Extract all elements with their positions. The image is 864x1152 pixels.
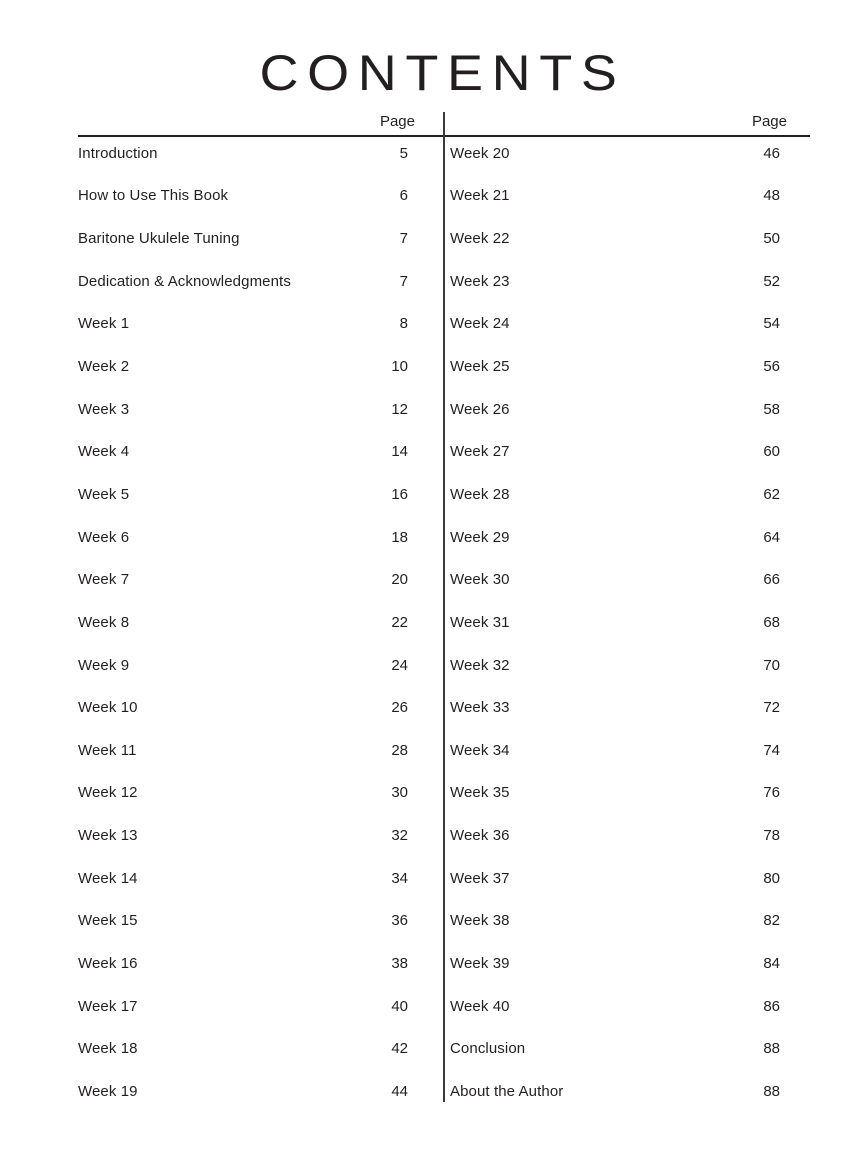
toc-row [450, 1070, 787, 1113]
toc-row [78, 857, 415, 900]
toc-entry-label: Baritone Ukulele Tuning [78, 230, 240, 248]
toc-entry-label: Week 16 [78, 954, 138, 972]
toc-entry-label: Week 27 [450, 443, 510, 461]
toc-row [450, 686, 787, 729]
toc-entry-page-number: 18 [391, 528, 408, 546]
toc-row [450, 942, 787, 985]
toc-entry-label: Week 36 [450, 827, 510, 845]
toc-entry-label: Week 11 [78, 741, 137, 759]
toc-row [450, 388, 787, 431]
toc-entry-page-number: 8 [399, 315, 408, 333]
toc-entry-page-number: 58 [763, 400, 780, 418]
toc-entry-page-number: 86 [763, 997, 780, 1015]
toc-entry-page-number: 16 [391, 485, 408, 503]
toc-column-right [450, 132, 787, 1113]
toc-entry-label: Week 23 [450, 272, 510, 290]
toc-entry-label: Week 8 [78, 613, 130, 631]
toc-entry-page-number: 30 [391, 784, 408, 802]
toc-entry-label: Week 35 [450, 784, 510, 802]
toc-row [450, 345, 787, 388]
toc-entry-label: Week 7 [78, 571, 130, 589]
toc-entry-page-number: 36 [391, 912, 408, 930]
toc-entry-label: Week 12 [78, 784, 138, 802]
toc-row [78, 217, 415, 260]
toc-row [78, 942, 415, 985]
toc-entry-label: About the Author [450, 1082, 564, 1100]
toc-entry-page-number: 74 [763, 741, 780, 759]
toc-entry-page-number: 48 [763, 187, 780, 205]
toc-entry-page-number: 64 [763, 528, 780, 546]
toc-row [78, 686, 415, 729]
toc-entry-label: Conclusion [450, 1040, 526, 1058]
toc-row [78, 430, 415, 473]
toc-entry-label: How to Use This Book [78, 187, 229, 205]
toc-entry-label: Week 1 [78, 315, 130, 333]
toc-row [450, 772, 787, 815]
toc-entry-page-number: 40 [391, 997, 408, 1015]
toc-row [78, 814, 415, 857]
toc-entry-page-number: 56 [763, 358, 780, 376]
toc-row [450, 217, 787, 260]
toc-entry-page-number: 22 [391, 613, 408, 631]
toc-row [78, 729, 415, 772]
toc-entry-label: Week 17 [78, 997, 138, 1015]
toc-entry-page-number: 14 [391, 443, 408, 461]
toc-column-left [78, 132, 415, 1113]
toc-row [78, 303, 415, 346]
toc-entry-label: Week 38 [450, 912, 510, 930]
toc-entry-page-number: 54 [763, 315, 780, 333]
toc-entry-label: Week 29 [450, 528, 510, 546]
toc-entry-label: Week 6 [78, 528, 130, 546]
toc-row [78, 345, 415, 388]
toc-entry-page-number: 50 [763, 230, 780, 248]
toc-entry-label: Week 3 [78, 400, 130, 418]
toc-row [78, 900, 415, 943]
toc-entry-label: Week 24 [450, 315, 510, 333]
toc-row [78, 1027, 415, 1070]
toc-entry-page-number: 38 [391, 954, 408, 972]
toc-entry-label: Week 34 [450, 741, 510, 759]
toc-entry-label: Introduction [78, 144, 158, 162]
toc-entry-page-number: 7 [399, 272, 408, 290]
toc-entry-page-number: 42 [391, 1040, 408, 1058]
toc-entry-label: Week 10 [78, 699, 138, 717]
toc-entry-page-number: 7 [399, 230, 408, 248]
toc-row [78, 1070, 415, 1113]
toc-row [450, 857, 787, 900]
page-column-header-left: Page [379, 113, 415, 130]
toc-row [78, 644, 415, 687]
toc-entry-label: Week 19 [78, 1082, 138, 1100]
toc-entry-label: Week 2 [78, 358, 130, 376]
toc-entry-label: Week 22 [450, 230, 510, 248]
toc-entry-label: Week 13 [78, 827, 138, 845]
toc-entry-page-number: 44 [391, 1082, 408, 1100]
toc-entry-page-number: 20 [391, 571, 408, 589]
page-title: CONTENTS [258, 45, 626, 101]
toc-entry-label: Week 30 [450, 571, 510, 589]
toc-row [450, 260, 787, 303]
toc-entry-page-number: 52 [763, 272, 780, 290]
toc-entry-page-number: 88 [763, 1082, 780, 1100]
toc-entry-page-number: 78 [763, 827, 780, 845]
toc-entry-label: Dedication & Acknowledgments [78, 272, 291, 290]
toc-entry-page-number: 88 [763, 1040, 780, 1058]
page-column-header-right: Page [751, 113, 787, 130]
toc-row [450, 1027, 787, 1070]
toc-row [78, 132, 415, 175]
toc-row [450, 814, 787, 857]
toc-entry-page-number: 26 [391, 699, 408, 717]
toc-row [78, 388, 415, 431]
toc-entry-page-number: 82 [763, 912, 780, 930]
toc-row [450, 985, 787, 1028]
toc-row [450, 644, 787, 687]
toc-entry-label: Week 21 [450, 187, 510, 205]
toc-entry-page-number: 80 [763, 869, 780, 887]
toc-entry-page-number: 66 [763, 571, 780, 589]
toc-entry-page-number: 60 [763, 443, 780, 461]
toc-entry-page-number: 24 [391, 656, 408, 674]
toc-entry-page-number: 68 [763, 613, 780, 631]
toc-entry-label: Week 31 [450, 613, 510, 631]
toc-row [78, 260, 415, 303]
toc-entry-label: Week 18 [78, 1040, 138, 1058]
toc-row [78, 985, 415, 1028]
toc-entry-label: Week 26 [450, 400, 510, 418]
toc-row [450, 558, 787, 601]
toc-row [78, 558, 415, 601]
toc-entry-label: Week 25 [450, 358, 510, 376]
toc-entry-page-number: 28 [391, 741, 408, 759]
toc-row [450, 473, 787, 516]
toc-entry-label: Week 40 [450, 997, 510, 1015]
toc-row [450, 729, 787, 772]
toc-row [450, 430, 787, 473]
toc-entry-label: Week 32 [450, 656, 510, 674]
toc-entry-page-number: 62 [763, 485, 780, 503]
toc-row [78, 175, 415, 218]
toc-entry-label: Week 14 [78, 869, 138, 887]
toc-row [450, 900, 787, 943]
toc-row [450, 132, 787, 175]
toc-entry-page-number: 12 [391, 400, 408, 418]
toc-entry-label: Week 15 [78, 912, 138, 930]
toc-entry-page-number: 6 [399, 187, 408, 205]
toc-row [450, 516, 787, 559]
toc-row [78, 473, 415, 516]
toc-entry-label: Week 33 [450, 699, 510, 717]
title-container [20, 45, 864, 101]
toc-entry-label: Week 37 [450, 869, 510, 887]
toc-entry-page-number: 84 [763, 954, 780, 972]
toc-entry-label: Week 28 [450, 485, 510, 503]
toc-row [450, 601, 787, 644]
toc-entry-label: Week 5 [78, 485, 130, 503]
toc-entry-page-number: 32 [391, 827, 408, 845]
toc-entry-page-number: 76 [763, 784, 780, 802]
toc-row [78, 772, 415, 815]
toc-row [450, 303, 787, 346]
toc-row [78, 516, 415, 559]
toc-entry-page-number: 10 [391, 358, 408, 376]
toc-entry-label: Week 20 [450, 144, 510, 162]
column-divider-rule [443, 112, 445, 1102]
toc-entry-page-number: 72 [763, 699, 780, 717]
toc-entry-page-number: 34 [391, 869, 408, 887]
toc-entry-page-number: 70 [763, 656, 780, 674]
toc-entry-label: Week 4 [78, 443, 130, 461]
toc-row [450, 175, 787, 218]
toc-row [78, 601, 415, 644]
toc-entry-page-number: 5 [399, 144, 408, 162]
toc-entry-label: Week 9 [78, 656, 130, 674]
toc-entry-page-number: 46 [763, 144, 780, 162]
toc-entry-label: Week 39 [450, 954, 510, 972]
